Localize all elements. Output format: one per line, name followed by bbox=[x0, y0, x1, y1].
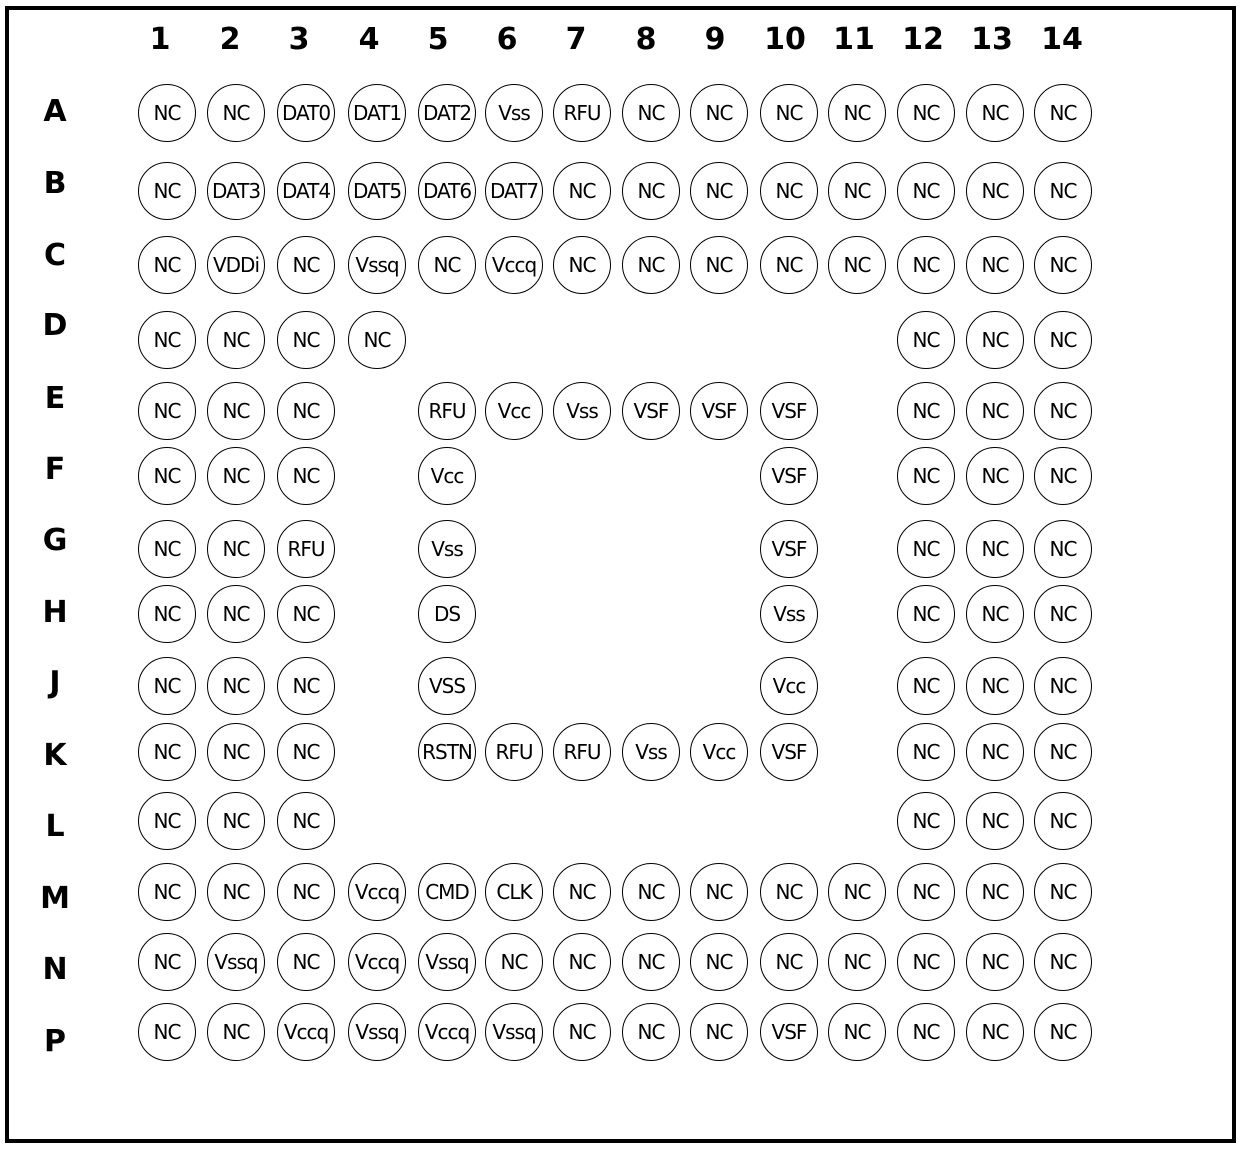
pin-k12: NC bbox=[897, 723, 955, 781]
pin-n4: Vccq bbox=[348, 933, 406, 991]
pin-e12: NC bbox=[897, 382, 955, 440]
pin-n11: NC bbox=[828, 933, 886, 991]
pin-l2: NC bbox=[207, 792, 265, 850]
pin-b14: NC bbox=[1034, 162, 1092, 220]
column-label-2: 2 bbox=[219, 22, 241, 57]
pin-h12: NC bbox=[897, 585, 955, 643]
pin-p3: Vccq bbox=[277, 1003, 335, 1061]
pin-m7: NC bbox=[553, 863, 611, 921]
pin-b12: NC bbox=[897, 162, 955, 220]
pin-l1: NC bbox=[138, 792, 196, 850]
pin-f5: Vcc bbox=[418, 447, 476, 505]
pin-b4: DAT5 bbox=[348, 162, 406, 220]
column-label-6: 6 bbox=[496, 22, 518, 57]
pin-m9: NC bbox=[690, 863, 748, 921]
pin-h13: NC bbox=[966, 585, 1024, 643]
row-label-a: A bbox=[43, 94, 67, 129]
pin-m13: NC bbox=[966, 863, 1024, 921]
pin-m12: NC bbox=[897, 863, 955, 921]
pin-p2: NC bbox=[207, 1003, 265, 1061]
pin-k9: Vcc bbox=[690, 723, 748, 781]
pin-e8: VSF bbox=[622, 382, 680, 440]
pin-a4: DAT1 bbox=[348, 84, 406, 142]
pin-k14: NC bbox=[1034, 723, 1092, 781]
pin-e1: NC bbox=[138, 382, 196, 440]
pin-e10: VSF bbox=[760, 382, 818, 440]
row-label-h: H bbox=[42, 595, 68, 630]
pin-n13: NC bbox=[966, 933, 1024, 991]
pin-b9: NC bbox=[690, 162, 748, 220]
pin-c3: NC bbox=[277, 236, 335, 294]
pin-a8: NC bbox=[622, 84, 680, 142]
pin-a11: NC bbox=[828, 84, 886, 142]
pin-l13: NC bbox=[966, 792, 1024, 850]
pin-n8: NC bbox=[622, 933, 680, 991]
pin-g10: VSF bbox=[760, 520, 818, 578]
pin-k7: RFU bbox=[553, 723, 611, 781]
pin-f10: VSF bbox=[760, 447, 818, 505]
pin-b5: DAT6 bbox=[418, 162, 476, 220]
pin-a10: NC bbox=[760, 84, 818, 142]
pin-e9: VSF bbox=[690, 382, 748, 440]
row-label-b: B bbox=[43, 166, 67, 201]
pin-m8: NC bbox=[622, 863, 680, 921]
pin-c1: NC bbox=[138, 236, 196, 294]
pin-f14: NC bbox=[1034, 447, 1092, 505]
pin-m10: NC bbox=[760, 863, 818, 921]
column-label-4: 4 bbox=[358, 22, 380, 57]
pin-k2: NC bbox=[207, 723, 265, 781]
pin-a3: DAT0 bbox=[277, 84, 335, 142]
pin-a6: Vss bbox=[485, 84, 543, 142]
pin-c4: Vssq bbox=[348, 236, 406, 294]
pin-m1: NC bbox=[138, 863, 196, 921]
pin-e7: Vss bbox=[553, 382, 611, 440]
pin-g2: NC bbox=[207, 520, 265, 578]
column-label-11: 11 bbox=[833, 22, 875, 57]
pin-f3: NC bbox=[277, 447, 335, 505]
pin-k13: NC bbox=[966, 723, 1024, 781]
pin-a5: DAT2 bbox=[418, 84, 476, 142]
pin-b11: NC bbox=[828, 162, 886, 220]
pin-g5: Vss bbox=[418, 520, 476, 578]
pin-p9: NC bbox=[690, 1003, 748, 1061]
pin-m2: NC bbox=[207, 863, 265, 921]
pin-d14: NC bbox=[1034, 311, 1092, 369]
pin-h14: NC bbox=[1034, 585, 1092, 643]
pin-m3: NC bbox=[277, 863, 335, 921]
pin-a2: NC bbox=[207, 84, 265, 142]
pin-j5: VSS bbox=[418, 657, 476, 715]
pin-k1: NC bbox=[138, 723, 196, 781]
pin-h10: Vss bbox=[760, 585, 818, 643]
pin-f2: NC bbox=[207, 447, 265, 505]
pin-j1: NC bbox=[138, 657, 196, 715]
row-label-g: G bbox=[42, 523, 68, 558]
row-label-j: J bbox=[49, 665, 61, 700]
pin-g3: RFU bbox=[277, 520, 335, 578]
pin-b1: NC bbox=[138, 162, 196, 220]
pin-p7: NC bbox=[553, 1003, 611, 1061]
pin-d2: NC bbox=[207, 311, 265, 369]
pin-k8: Vss bbox=[622, 723, 680, 781]
pin-n5: Vssq bbox=[418, 933, 476, 991]
pin-b7: NC bbox=[553, 162, 611, 220]
row-label-f: F bbox=[44, 452, 66, 487]
pin-c9: NC bbox=[690, 236, 748, 294]
pin-k10: VSF bbox=[760, 723, 818, 781]
pin-f12: NC bbox=[897, 447, 955, 505]
row-label-n: N bbox=[42, 952, 68, 987]
pin-c8: NC bbox=[622, 236, 680, 294]
pin-m4: Vccq bbox=[348, 863, 406, 921]
column-label-12: 12 bbox=[902, 22, 944, 57]
pin-b10: NC bbox=[760, 162, 818, 220]
pin-n3: NC bbox=[277, 933, 335, 991]
pin-m5: CMD bbox=[418, 863, 476, 921]
pin-n10: NC bbox=[760, 933, 818, 991]
pin-b8: NC bbox=[622, 162, 680, 220]
column-label-14: 14 bbox=[1041, 22, 1083, 57]
pin-e14: NC bbox=[1034, 382, 1092, 440]
pin-b13: NC bbox=[966, 162, 1024, 220]
pin-m11: NC bbox=[828, 863, 886, 921]
pin-j2: NC bbox=[207, 657, 265, 715]
pin-e13: NC bbox=[966, 382, 1024, 440]
row-label-c: C bbox=[43, 238, 67, 273]
pin-j3: NC bbox=[277, 657, 335, 715]
pin-d13: NC bbox=[966, 311, 1024, 369]
pin-n9: NC bbox=[690, 933, 748, 991]
pin-c12: NC bbox=[897, 236, 955, 294]
pin-d12: NC bbox=[897, 311, 955, 369]
pin-c5: NC bbox=[418, 236, 476, 294]
pin-h5: DS bbox=[418, 585, 476, 643]
pin-n6: NC bbox=[485, 933, 543, 991]
pin-j10: Vcc bbox=[760, 657, 818, 715]
column-label-8: 8 bbox=[635, 22, 657, 57]
pin-p5: Vccq bbox=[418, 1003, 476, 1061]
pin-e3: NC bbox=[277, 382, 335, 440]
pin-n14: NC bbox=[1034, 933, 1092, 991]
pin-h1: NC bbox=[138, 585, 196, 643]
pin-a13: NC bbox=[966, 84, 1024, 142]
column-label-1: 1 bbox=[149, 22, 171, 57]
row-label-m: M bbox=[40, 881, 70, 916]
pin-j14: NC bbox=[1034, 657, 1092, 715]
column-label-7: 7 bbox=[565, 22, 587, 57]
pin-p11: NC bbox=[828, 1003, 886, 1061]
pin-n2: Vssq bbox=[207, 933, 265, 991]
pin-a1: NC bbox=[138, 84, 196, 142]
pin-m14: NC bbox=[1034, 863, 1092, 921]
column-label-10: 10 bbox=[764, 22, 806, 57]
pin-c13: NC bbox=[966, 236, 1024, 294]
pin-n12: NC bbox=[897, 933, 955, 991]
pin-g13: NC bbox=[966, 520, 1024, 578]
pin-p1: NC bbox=[138, 1003, 196, 1061]
pin-d1: NC bbox=[138, 311, 196, 369]
pin-a12: NC bbox=[897, 84, 955, 142]
column-label-13: 13 bbox=[971, 22, 1013, 57]
row-label-k: K bbox=[43, 738, 67, 773]
pin-c2: VDDi bbox=[207, 236, 265, 294]
pin-p6: Vssq bbox=[485, 1003, 543, 1061]
pin-m6: CLK bbox=[485, 863, 543, 921]
pin-b3: DAT4 bbox=[277, 162, 335, 220]
pin-l12: NC bbox=[897, 792, 955, 850]
pin-g12: NC bbox=[897, 520, 955, 578]
pin-e5: RFU bbox=[418, 382, 476, 440]
pin-a14: NC bbox=[1034, 84, 1092, 142]
pin-a9: NC bbox=[690, 84, 748, 142]
pin-j12: NC bbox=[897, 657, 955, 715]
pin-d4: NC bbox=[348, 311, 406, 369]
pin-b2: DAT3 bbox=[207, 162, 265, 220]
pin-c11: NC bbox=[828, 236, 886, 294]
pin-b6: DAT7 bbox=[485, 162, 543, 220]
pin-p10: VSF bbox=[760, 1003, 818, 1061]
pin-h2: NC bbox=[207, 585, 265, 643]
pin-p13: NC bbox=[966, 1003, 1024, 1061]
pin-f13: NC bbox=[966, 447, 1024, 505]
pin-p8: NC bbox=[622, 1003, 680, 1061]
row-label-d: D bbox=[42, 308, 68, 343]
pin-c10: NC bbox=[760, 236, 818, 294]
row-label-p: P bbox=[44, 1024, 66, 1059]
column-label-5: 5 bbox=[427, 22, 449, 57]
pin-k6: RFU bbox=[485, 723, 543, 781]
pin-k3: NC bbox=[277, 723, 335, 781]
pin-c6: Vccq bbox=[485, 236, 543, 294]
pin-e2: NC bbox=[207, 382, 265, 440]
pin-c14: NC bbox=[1034, 236, 1092, 294]
pin-l14: NC bbox=[1034, 792, 1092, 850]
pin-p12: NC bbox=[897, 1003, 955, 1061]
pin-p14: NC bbox=[1034, 1003, 1092, 1061]
pin-d3: NC bbox=[277, 311, 335, 369]
row-label-e: E bbox=[44, 381, 66, 416]
pin-n1: NC bbox=[138, 933, 196, 991]
row-label-l: L bbox=[45, 809, 65, 844]
pin-f1: NC bbox=[138, 447, 196, 505]
pin-p4: Vssq bbox=[348, 1003, 406, 1061]
pin-k5: RSTN bbox=[418, 723, 476, 781]
column-label-9: 9 bbox=[704, 22, 726, 57]
pin-n7: NC bbox=[553, 933, 611, 991]
pin-j13: NC bbox=[966, 657, 1024, 715]
pin-g1: NC bbox=[138, 520, 196, 578]
pin-a7: RFU bbox=[553, 84, 611, 142]
pin-l3: NC bbox=[277, 792, 335, 850]
pin-e6: Vcc bbox=[485, 382, 543, 440]
pin-h3: NC bbox=[277, 585, 335, 643]
pin-g14: NC bbox=[1034, 520, 1092, 578]
pin-c7: NC bbox=[553, 236, 611, 294]
column-label-3: 3 bbox=[288, 22, 310, 57]
